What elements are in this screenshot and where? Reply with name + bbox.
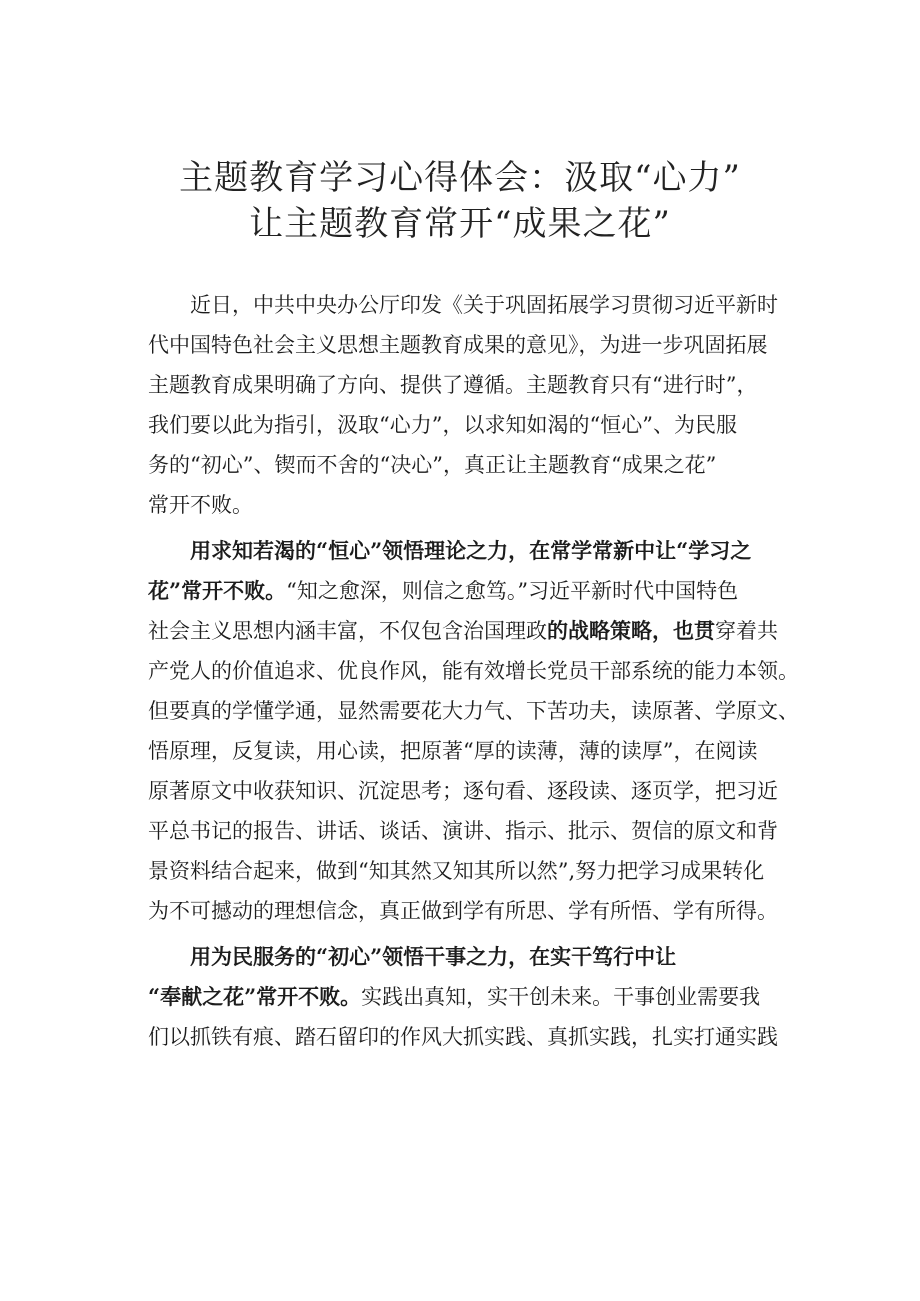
paragraph-2-text: 穿着共 [715, 619, 778, 643]
paragraph-3-text: 实践出真知，实干创未来。干事创业需要我 [361, 985, 761, 1009]
paragraph-3-line: 们以抓铁有痕、踏石留印的作风大抓实践、真抓实践，扎实打通实践 [148, 1025, 778, 1049]
paragraph-2-line: 为不可撼动的理想信念，真正做到学有所思、学有所悟、学有所得。 [148, 899, 778, 923]
paragraph-2-line [148, 571, 808, 611]
paragraph-2-heading-line: 用求知若渴的“恒心”领悟理论之力，在常学常新中让“学习之 [190, 538, 752, 563]
paragraph-1-line: 近日，中共中央办公厅印发《关于巩固拓展学习贯彻习近平新时 [190, 293, 778, 317]
document-title-line-2: 让主题教育常开“成果之花” [249, 204, 671, 244]
paragraph-3-line [148, 977, 808, 1017]
paragraph-2-line: 景资料结合起来，做到“知其然又知其所以然”,努力把学习成果转化 [148, 859, 765, 883]
paragraph-2-text: 社会主义思想内涵丰富，不仅包含治国理政 [148, 619, 547, 643]
paragraph-3-heading-line: 用为民服务的“初心”领悟干事之力，在实干笃行中让 [190, 944, 677, 969]
paragraph-1-line: 代中国特色社会主义思想主题教育成果的意见》，为进一步巩固拓展 [148, 333, 768, 357]
paragraph-2-heading-end: 花”常开不败。 [148, 578, 287, 603]
document-title-line-1: 主题教育学习心得体会：汲取“心力” [179, 158, 741, 198]
paragraph-2-line: 原著原文中收获知识、沉淀思考；逐句看、逐段读、逐页学，把习近 [148, 779, 778, 803]
paragraph-3-heading-end: “奉献之花”常开不败。 [148, 984, 362, 1009]
paragraph-2-line: 但要真的学懂学通，显然需要花大力气、下苦功夫，读原著、学原文、 [148, 699, 799, 723]
body-paragraphs [148, 285, 808, 1057]
paragraph-2-line: 平总书记的报告、讲话、谈话、演讲、指示、批示、贺信的原文和背 [148, 819, 778, 843]
paragraph-1-line: 我们要以此为指引，汲取“心力”，以求知如渴的“恒心”、为民服 [148, 413, 737, 437]
paragraph-2-bold-phrase: 的战略策略，也贯 [547, 618, 715, 643]
paragraph-2-line [148, 611, 808, 651]
paragraph-1-line: 主题教育成果明确了方向、提供了遵循。主题教育只有“进行时”， [148, 373, 758, 397]
paragraph-2-line: 产党人的价值追求、优良作风，能有效增长党员干部系统的能力本领。 [148, 659, 799, 683]
paragraph-2-line: 悟原理，反复读，用心读，把原著“厚的读薄，薄的读厚”，在阅读 [148, 739, 758, 763]
paragraph-1-line: 务的“初心”、锲而不舍的“决心”，真正让主题教育“成果之花” [148, 453, 717, 477]
paragraph-1-line: 常开不败。 [148, 493, 253, 517]
paragraph-2-text: “知之愈深，则信之愈笃。”习近平新时代中国特色 [286, 579, 739, 603]
